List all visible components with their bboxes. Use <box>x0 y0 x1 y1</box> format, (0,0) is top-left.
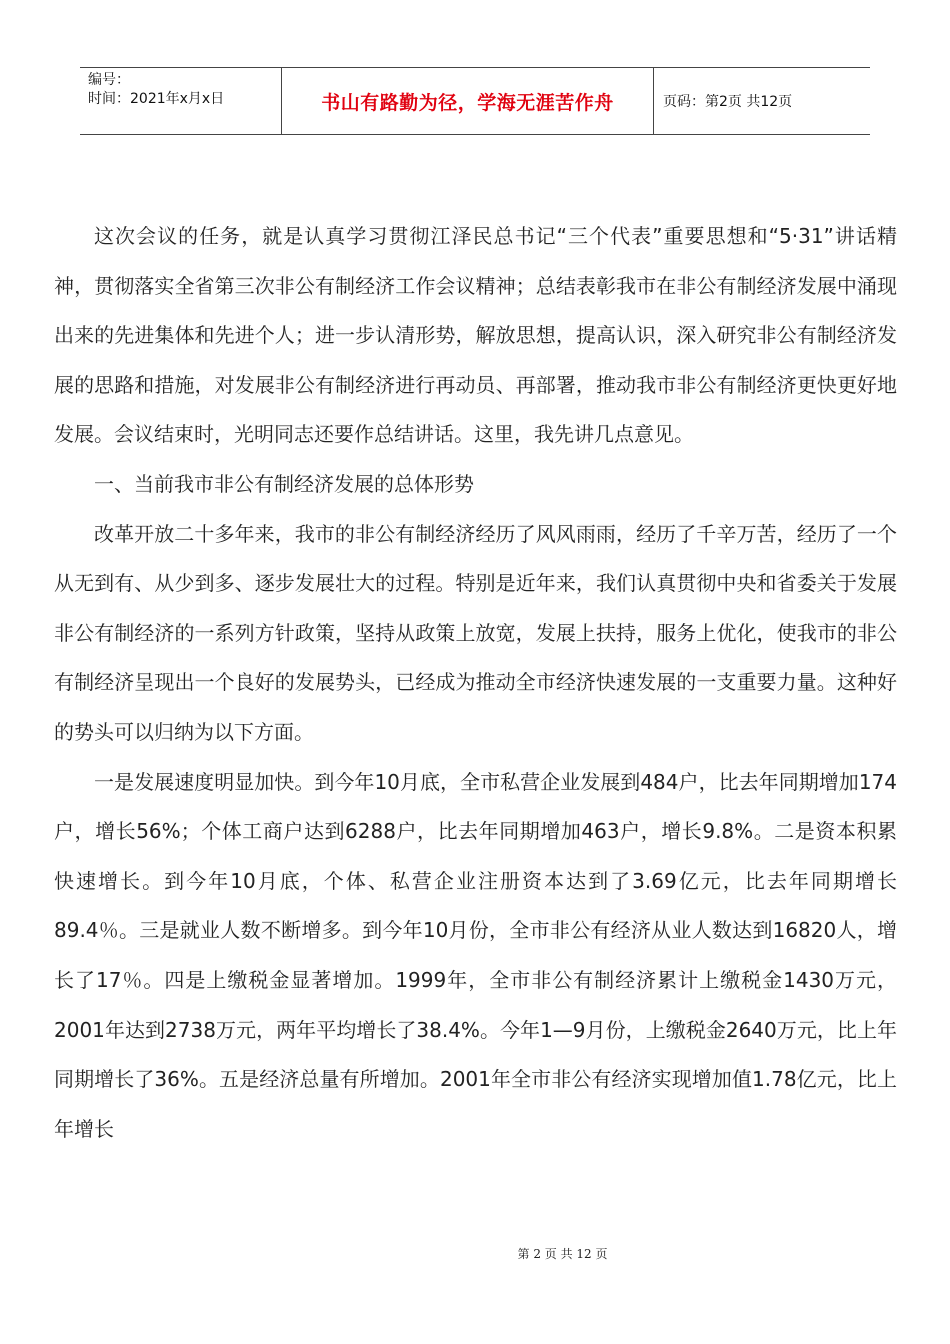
document-time-label: 时间：2021年x月x日 <box>88 91 225 107</box>
header-motto: 书山有路勤为径，学海无涯苦作舟 <box>281 68 654 134</box>
body-paragraph: 一是发展速度明显加快。到今年10月底，全市私营企业发展到484户，比去年同期增加174户，增长56%；个体工商户达到6288户，比去年同期增加463户，增长9.8%。二是资本积累快速增长。到今年10月底，个体、私营企业注册资本达到了3.69亿元，比去年同期增长89.4％。三是就业人数不断增多。到今年10月份，全市非公有经济从业人数达到16820人，增长了17％。四是上缴税金显著增加。1999年，全市非公有制经济累计上缴税金1430万元，2001年达到2738万元，两年平均增长了38.4%。今年1—9月份，上缴税金2640万元，比上年同期增长了36%。五是经济总量有所增加。2001年全市非公有经济实现增加值1.78亿元，比上年增长 <box>54 769 897 1141</box>
body-paragraph: 改革开放二十多年来，我市的非公有制经济经历了风风雨雨，经历了千辛万苦，经历了一个从无到有、从少到多、逐步发展壮大的过程。特别是近年来，我们认真贯彻中央和省委关于发展非公有制经济的一系列方针政策，坚持从政策上放宽，发展上扶持，服务上优化，使我市的非公有制经济呈现出一个良好的发展势头，已经成为推动全市经济快速发展的一支重要力量。这种好的势头可以归纳为以下方面。 <box>54 521 897 744</box>
document-body <box>54 212 897 1154</box>
body-paragraph: 这次会议的任务，就是认真学习贯彻江泽民总书记“三个代表”重要思想和“5·31”讲话精神，贯彻落实全省第三次非公有制经济工作会议精神；总结表彰我市在非公有制经济发展中涌现出来的先进集体和先进个人；进一步认清形势，解放思想，提高认识，深入研究非公有制经济发展的思路和措施，对发展非公有制经济进行再动员、再部署，推动我市非公有制经济更快更好地发展。会议结束时，光明同志还要作总结讲话。这里，我先讲几点意见。 <box>54 224 897 447</box>
document-header <box>80 67 870 135</box>
header-page-info: 页码：第2页 共12页 <box>663 94 793 110</box>
footer-page-number: 第 2 页 共 12 页 <box>517 1247 608 1261</box>
header-meta-cell <box>80 68 281 134</box>
section-heading: 一、当前我市非公有制经济发展的总体形势 <box>94 471 474 496</box>
page-footer <box>0 1245 950 1262</box>
document-number-label: 编号： <box>88 72 130 88</box>
